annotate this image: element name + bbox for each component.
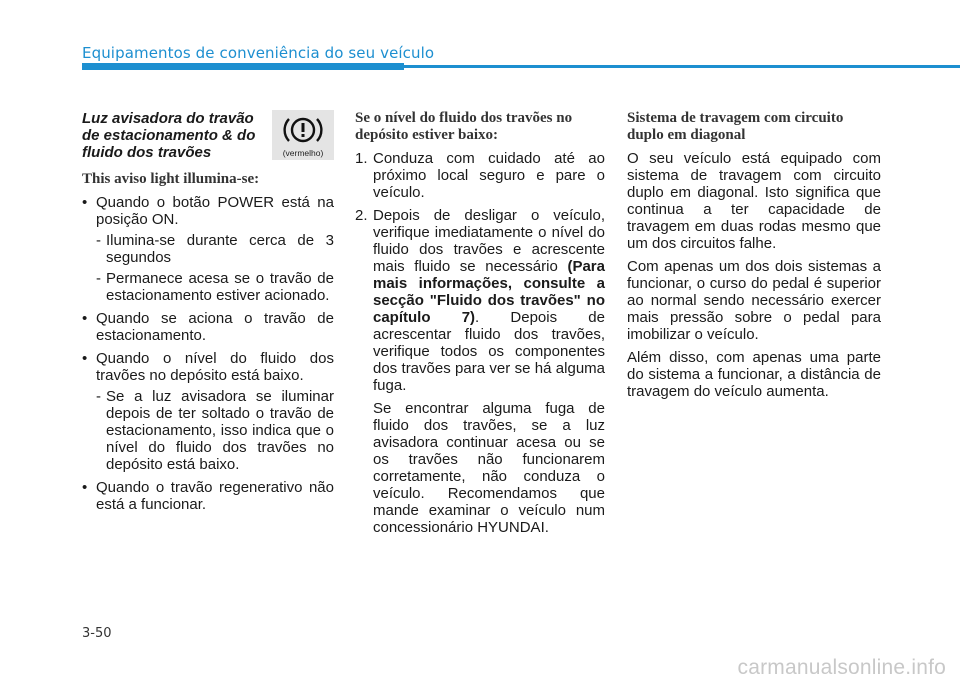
step-number: 1.	[355, 150, 368, 167]
watermark: carmanualsonline.info	[737, 656, 946, 679]
cross-reference: (Para mais informações, consulte a secção "Fluido dos travões" no capítulo 7)	[373, 258, 605, 326]
sub-list-item: - Permanece acesa se o travão de estacionamento estiver acionado.	[96, 270, 334, 304]
sub-list-item: - Se a luz avisadora se iluminar depois de ter soltado o travão de estacionamento, isso indica que o nível do fluido dos travões no depósito está baixo.	[96, 388, 334, 473]
paragraph: O seu veículo está equipado com sistema de travagem com circuito duplo em diagonal. Isto significa que continua a ter capacidade de travagem em duas rodas mesmo que um dos circuitos falhe.	[627, 150, 881, 252]
list-item: • Quando o travão regenerativo não está a funcionar.	[82, 479, 334, 513]
brake-warning-icon	[283, 114, 323, 146]
step-text: Conduza com cuidado até ao próximo local seguro e pare o veículo.	[373, 150, 605, 201]
list-item: • Quando o nível do fluido dos travões no depósito está baixo. - Se a luz avisadora se iluminar depois de ter soltado o travão de estacionamento, isso indica que o nível do fluido dos travões no depósito está baixo.	[82, 350, 334, 473]
icon-caption: (vermelho)	[282, 148, 324, 158]
warning-light-list	[82, 194, 334, 513]
section-title: Equipamentos de conveniência do seu veículo	[82, 44, 435, 62]
step-number: 2.	[355, 207, 368, 224]
warning-light-icon-box	[272, 110, 334, 160]
low-fluid-heading: Se o nível do fluido dos travões no depósito estiver baixo:	[355, 110, 573, 143]
dual-circuit-heading: Sistema de travagem com circuito duplo em diagonal	[627, 110, 844, 143]
warning-light-heading: This aviso light illumina-se:	[82, 171, 260, 187]
column-low-fluid	[355, 110, 605, 542]
warning-light-title: Luz avisadora do travão de estacionamento & do fluido dos travões	[82, 110, 256, 161]
paragraph: Com apenas um dos dois sistemas a funcionar, o curso do pedal é superior ao normal sendo necessário exercer mais pressão sobre o pedal para imobilizar o veículo.	[627, 258, 881, 343]
page-number: 3-50	[82, 626, 112, 641]
list-item: • Quando se aciona o travão de estacionamento.	[82, 310, 334, 344]
step-item	[355, 150, 605, 201]
header-rule-accent	[82, 63, 404, 70]
low-fluid-steps	[355, 150, 605, 536]
sub-list-item: - Ilumina-se durante cerca de 3 segundos	[96, 232, 334, 266]
column-warning-light	[82, 110, 334, 519]
column-dual-circuit	[627, 110, 881, 406]
step-text: Se encontrar alguma fuga de fluido dos travões, se a luz avisadora continuar acesa ou se os travões não funcionarem corretamente, não conduza o veículo. Recomendamos que mande examinar o veículo num concessionário HYUNDAI.	[373, 400, 605, 536]
paragraph: Além disso, com apenas uma parte do sistema a funcionar, a distância de travagem do veículo aumenta.	[627, 349, 881, 400]
list-item: • Quando o botão POWER está na posição ON. - Ilumina-se durante cerca de 3 segundos - Permanece acesa se o travão de estacionamento estiver acionado.	[82, 194, 334, 304]
step-text: Depois de desligar o veículo, verifique imediatamente o nível do fluido dos travões e acrescente mais fluido se necessário (Para mais informações, consulte a secção "Fluido dos travões" no capítulo 7). Depois de acrescentar fluido dos travões, verifique todos os componentes dos travões para ver se há alguma fuga.	[373, 207, 605, 394]
step-item	[355, 207, 605, 536]
